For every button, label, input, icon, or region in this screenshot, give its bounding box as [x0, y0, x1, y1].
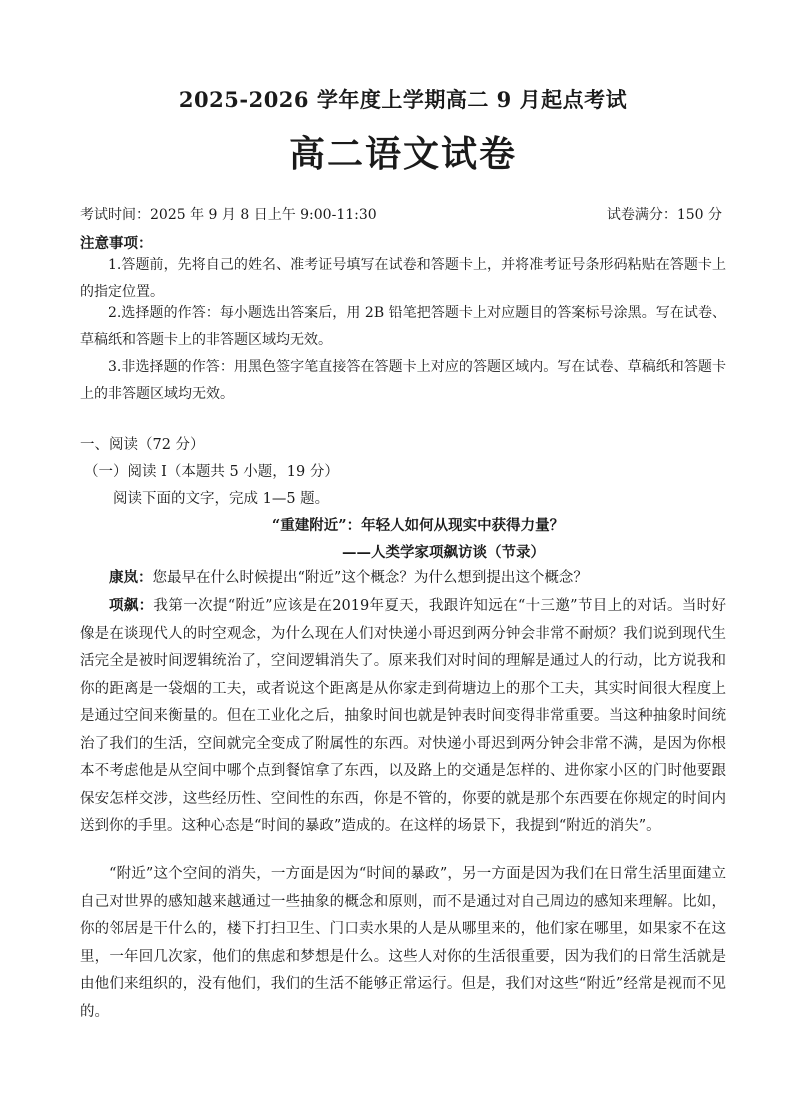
answer-text: 我第一次提“附近”应该是在2019年夏天，我跟许知远在“十三邀”节目上的对话。当时好像是在谈现代人的时空观念，为什么现在人们对快递小哥迟到两分钟会非常不耐烦？我们说到现代生活完全是被时间逻辑统治了，空间逻辑消失了。原来我们对时间的理解是通过人的行动，比方说我和你的距离是一袋烟的工夫，或者说这个距离是从你家走到荷塘边上的那个工夫，其实时间很大程度上是通过空间来衡量的。但在工业化之后，抽象时间也就是钟表时间变得非常重要。当这种抽象时间统治了我们的生活，空间就完全变成了附属性的东西。对快递小哥迟到两分钟会非常不满，是因为你根本不考虑他是从空间中哪个点到餐馆拿了东西，以及路上的交通是怎样的、进你家小区的门时他要跟保安怎样交涉，这些经历性、空间性的东西，你是不管的，你要的就是那个东西要在你规定的时间内送到你的手里。这种心态是“时间的暴政”造成的。在这样的场景下，我提到“附近的消失”。: [80, 598, 726, 834]
exam-time: 考试时间：2025 年 9 月 8 日上午 9:00-11:30: [80, 207, 377, 223]
question-text: 您最早在什么时候提出“附近”这个概念？为什么想到提出这个概念？: [152, 570, 588, 586]
article-title: “重建附近”：年轻人如何从现实中获得力量？: [271, 517, 565, 534]
notice-item-3: 3.非选择题的作答：用黑色签字笔直接答在答题卡上对应的答题区域内。写在试卷、草稿纸和答题卡上的非答题区域均无效。: [80, 359, 726, 402]
reading-instruction: 阅读下面的文字，完成 1—5 题。: [113, 491, 330, 507]
notice-item-1: 1.答题前，先将自己的姓名、准考证号填写在试卷和答题卡上，并将准考证号条形码粘贴在答题卡上的指定位置。: [80, 257, 726, 300]
section-heading: 一、阅读（72 分）: [80, 437, 205, 453]
exam-meta-row: [80, 204, 722, 224]
article-subtitle: ——人类学家项飙访谈（节录）: [342, 544, 545, 561]
sub-section-heading: （一）阅读 Ⅰ（本题共 5 小题，19 分）: [84, 464, 339, 480]
article-paragraph: “附近”这个空间的消失，一方面是因为“时间的暴政”，另一方面是因为我们在日常生活里面建立自己对世界的感知越来越通过一些抽象的概念和原则，而不是通过对自己周边的感知来理解。比如，你的邻居是干什么的，楼下打扫卫生、门口卖水果的人是从哪里来的，他们家在哪里，如果家不在这里，一年回几次家，他们的焦虑和梦想是什么。这些人对你的生活很重要，因为我们的日常生活就是由他们来组织的，没有他们，我们的生活不能够正常运行。但是，我们对这些“附近”经常是视而不见的。: [80, 866, 726, 1020]
paper-title: 高二语文试卷: [288, 133, 517, 175]
speaker-xiangbiao: 项飙：: [109, 597, 154, 614]
notice-item-2: 2.选择题的作答：每小题选出答案后，用 2B 铅笔把答题卡上对应题目的答案标号涂黑。写在试卷、草稿纸和答题卡上的非答题区域均无效。: [80, 305, 726, 348]
full-score: 试卷满分：150 分: [606, 207, 722, 223]
notice-title: 注意事项：: [80, 235, 153, 252]
speaker-kanglan: 康岚：: [109, 569, 153, 586]
exam-header-title: 2025-2026 学年度上学期高二 9 月起点考试: [178, 87, 628, 112]
interview-question: [80, 564, 726, 593]
interview-answer: [80, 592, 726, 841]
